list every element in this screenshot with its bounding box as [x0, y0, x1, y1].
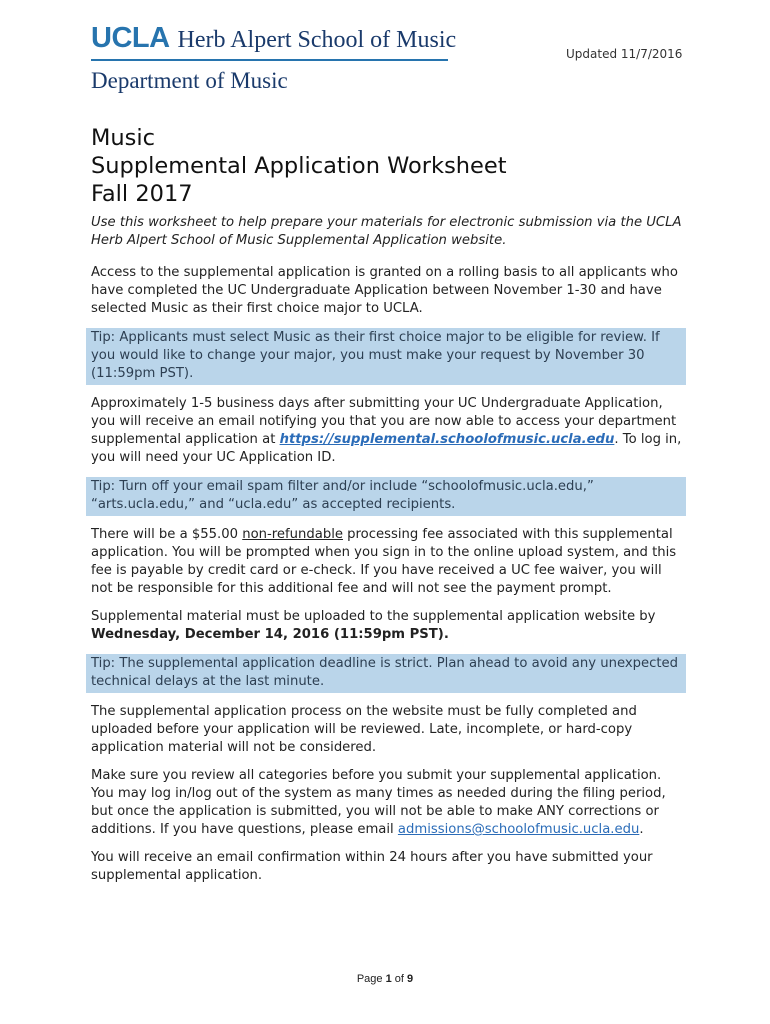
- tip-major-selection: Tip: Applicants must select Music as their first choice major to be eligible for review. If you would like to change your major, you must make your request by November 30 (11:59pm PST).: [86, 328, 686, 385]
- process-paragraph: The supplemental application process on the website must be fully completed and uploaded before your application will be reviewed. Late, incomplete, or hard-copy application material will not be considered.: [91, 704, 637, 755]
- page-total: 9: [407, 973, 414, 985]
- department-name: Department of Music: [91, 68, 288, 93]
- document-body: [91, 214, 687, 895]
- review-text-after: .: [639, 822, 644, 837]
- page-label: Page: [356, 973, 383, 985]
- review-text-before: Make sure you review all categories before you submit your supplemental application. You may log in/log out of the system as many times as needed during the filing period, but once the application is submitted, you will not be able to make ANY corrections or additions. If you have questions, please email: [91, 768, 666, 837]
- email-text-before: Approximately 1-5 business days after submitting your UC Undergraduate Application, you will receive an email notifying you that you are now able to access your department supplemental application at: [91, 396, 677, 447]
- email-notification-paragraph: [91, 395, 687, 467]
- review-paragraph: [91, 767, 687, 839]
- page-number: 1: [385, 973, 392, 985]
- fee-text-before: There will be a $55.00: [91, 527, 243, 542]
- ucla-music-logo: [91, 22, 457, 94]
- deadline-text-before: Supplemental material must be uploaded to the supplemental application website by: [91, 609, 656, 624]
- logo-school-name: Herb Alpert School of Music: [177, 27, 457, 53]
- title-line-3: Fall 2017: [91, 181, 193, 207]
- admissions-email-link[interactable]: admissions@schoolofmusic.ucla.edu: [397, 822, 640, 837]
- tip-spam-filter: Tip: Turn off your email spam filter and/or include “schoolofmusic.ucla.edu,” “arts.ucla.edu,” and “ucla.edu” as accepted recipients.: [86, 477, 686, 516]
- fee-paragraph: [91, 526, 687, 598]
- email-text-after: . To log in, you will need your UC Application ID.: [91, 432, 682, 465]
- non-refundable-text: non-refundable: [242, 527, 343, 542]
- updated-date: Updated 11/7/2016: [566, 47, 683, 61]
- page-footer: [0, 973, 770, 985]
- deadline-date: Wednesday, December 14, 2016 (11:59pm PST).: [91, 627, 449, 642]
- logo-divider: [91, 59, 448, 61]
- title-line-1: Music: [91, 125, 156, 151]
- access-paragraph: Access to the supplemental application is granted on a rolling basis to all applicants who have completed the UC Undergraduate Application between November 1-30 and have selected Music as their first choice major to UCLA.: [91, 265, 678, 316]
- intro-paragraph: Use this worksheet to help prepare your materials for electronic submission via the UCLA Herb Alpert School of Music Supplemental Application website.: [91, 215, 682, 248]
- supplemental-website-link[interactable]: https://supplemental.schoolofmusic.ucla.edu: [279, 432, 615, 447]
- page-title: [91, 124, 507, 208]
- title-line-2: Supplemental Application Worksheet: [91, 153, 507, 179]
- logo-ucla-wordmark: UCLA: [91, 22, 170, 54]
- tip-deadline-strict: Tip: The supplemental application deadline is strict. Plan ahead to avoid any unexpected technical delays at the last minute.: [86, 654, 686, 693]
- fee-text-after: processing fee associated with this supplemental application. You will be prompted when you sign in to the online upload system, and this fee is payable by credit card or e-check. If you have received a UC fee waiver, you will not be responsible for this additional fee and will not see the payment prompt.: [91, 527, 677, 596]
- confirmation-paragraph: You will receive an email confirmation within 24 hours after you have submitted your supplemental application.: [91, 850, 653, 883]
- deadline-paragraph: [91, 608, 687, 644]
- of-label: of: [394, 973, 404, 985]
